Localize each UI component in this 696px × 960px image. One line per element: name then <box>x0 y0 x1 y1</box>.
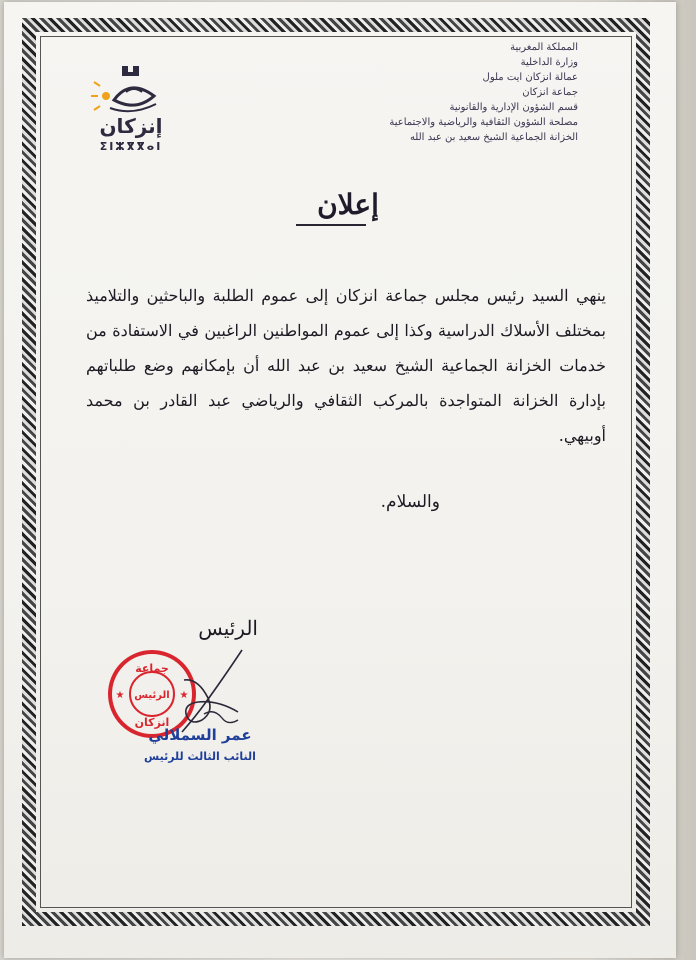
stamp-star-icon: ★ <box>115 690 125 701</box>
letterhead <box>318 40 578 145</box>
letterhead-division: قسم الشؤون الإدارية والقانونية <box>449 102 578 113</box>
stamp-text-middle: الرئيس <box>134 690 170 701</box>
letterhead-library: الخزانة الجماعية الشيخ سعيد بن عبد الله <box>409 132 578 143</box>
logo-emblem-icon <box>86 56 176 114</box>
logo-name: إنزكان <box>99 114 163 138</box>
stamp-text-bottom: انزكان <box>134 716 170 729</box>
letterhead-service: مصلحة الشؤون الثقافية والرياضية والاجتماعية <box>389 117 578 128</box>
page-title: إعلان <box>317 188 379 221</box>
title-underline <box>296 224 366 226</box>
logo-tifinagh: ⵉⵏⵣⴳⴳⴰⵏ <box>99 140 163 153</box>
signer-name: عمر السملالي <box>148 726 252 744</box>
stamp-star-icon: ★ <box>179 690 189 701</box>
border-inner-line <box>40 36 632 908</box>
letterhead-kingdom: المملكة المغربية <box>510 42 578 53</box>
announcement-body: ينهي السيد رئيس مجلس جماعة انزكان إلى عموم الطلبة والباحثين والتلاميذ بمختلف الأسلاك الدراسية وكذا إلى عموم المواطنين الراغبين في الاستفادة من خدمات الخزانة الجماعية الشيخ سعيد بن عبد الله أن بإمكانهم وضع طلباتهم بإدارة الخزانة المتواجدة بالمركب الثقافي والرياضي عبد القادر بن محمد أوبيهي. <box>86 286 606 445</box>
commune-logo <box>86 56 176 156</box>
letterhead-prefecture: عمالة انزكان ايت ملول <box>482 72 578 83</box>
signer-role: النائب الثالث للرئيس <box>144 750 256 763</box>
closing-salutation: والسلام. <box>380 492 440 512</box>
letterhead-commune: جماعة انزكان <box>522 87 578 98</box>
signer-title: الرئيس <box>198 616 258 640</box>
letterhead-ministry: وزارة الداخلية <box>520 57 578 68</box>
stamp-text-top: جماعة <box>135 662 169 675</box>
